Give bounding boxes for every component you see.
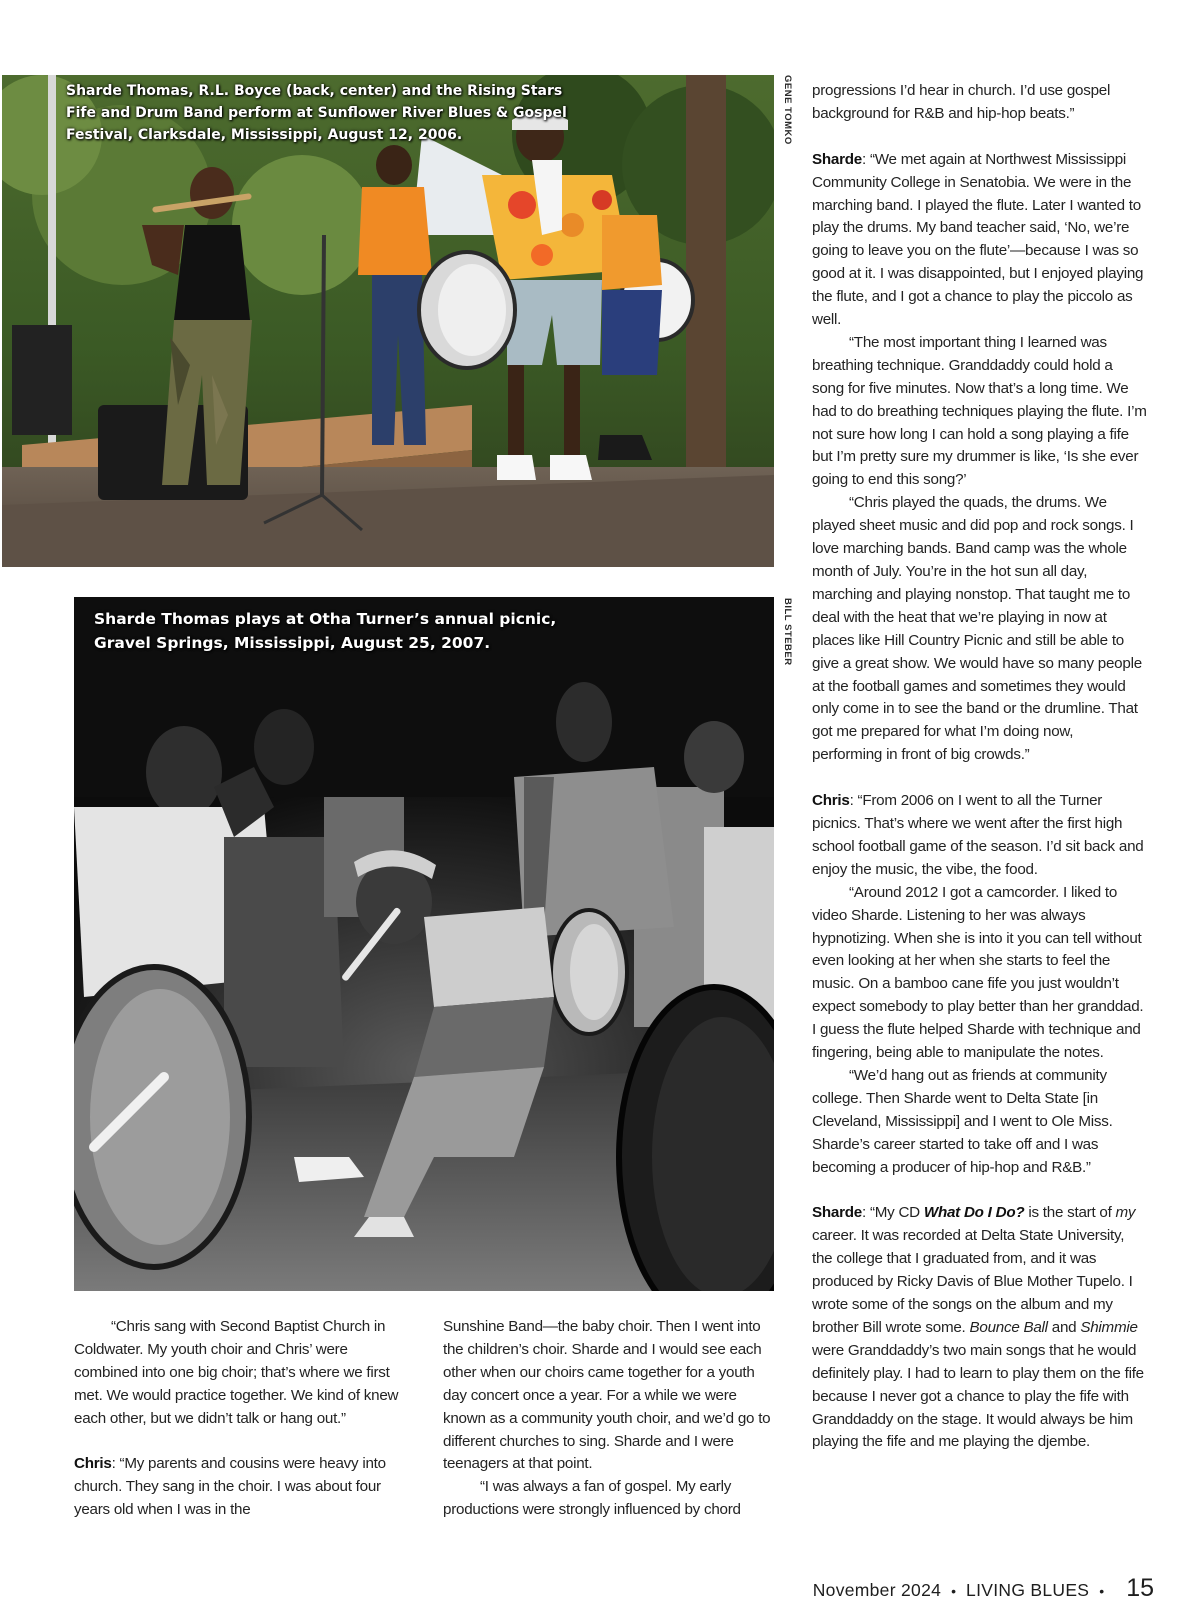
paragraph: “Around 2012 I got a camcorder. I liked to video Sharde. Listening to her was always hypnotizing. When she is into it you can tell without even looking at her when she starts to feel the music. On a bamboo cane fife you just wouldn’t expect somebody to play better than her granddad. I guess the flute helped Sharde with technique and fingering, being able to manipulate the notes.: [812, 883, 1144, 1062]
emphasis: my: [1115, 1204, 1136, 1222]
festival-photo-credit: [779, 75, 793, 195]
paragraph: [812, 1202, 1147, 1454]
paragraph-text: : “From 2006 on I went to all the Turner picnics. That’s where we went after the first high school football game of the season. I’d sit back and enjoy the music, the vibe, the food.: [812, 792, 1144, 878]
album-title: What Do I Do?: [923, 1204, 1025, 1222]
paragraph: “The most important thing I learned was breathing technique. Granddaddy could hold a song for five minutes. Now that’s a long time. We had to do breathing techniques playing the flute. I’m not sure how long I can hold a song playing a fife but I’m pretty sure my drummer is like, ‘Is she ever going to end this song?’: [812, 333, 1147, 489]
paragraph: [812, 790, 1147, 882]
paragraph-text: is the start of: [1024, 1204, 1116, 1222]
picnic-photo-credit: [779, 598, 793, 718]
paragraph-text: and: [1047, 1318, 1081, 1336]
paragraph: Sunshine Band—the baby choir. Then I went into the children’s choir. Sharde and I would see each other when our choirs came together for a youth day concert once a year. For a while we were known as a community youth choir, and we’d go to different churches to sing. Sharde and I were teenagers at that point.: [443, 1318, 771, 1473]
paragraph-text: were Granddaddy’s two main songs that he would definitely play. I had to learn to play them on the fife because I never got a chance to play the fife with Granddaddy on the stage. It would always be him playing the fife and me playing the djembe.: [812, 1341, 1144, 1451]
paragraph: [812, 149, 1147, 332]
paragraph: “Chris sang with Second Baptist Church in Coldwater. My youth choir and Chris’ were combined into one big choir; that’s where we first met. We would practice together. We kind of knew each other, but we didn’t talk or hang out.”: [74, 1318, 399, 1427]
speaker-name: Sharde: [812, 1204, 862, 1222]
issue-date: November 2024: [812, 1580, 942, 1600]
left-column: [74, 1316, 414, 1522]
bullet-separator: •: [951, 1583, 957, 1599]
paragraph: “I was always a fan of gospel. My early productions were strongly influenced by chord: [443, 1478, 741, 1519]
festival-photo: [2, 75, 774, 567]
paragraph: progressions I’d hear in church. I’d use gospel background for R&B and hip-hop beats.”: [812, 82, 1111, 122]
bullet-separator: •: [1099, 1583, 1105, 1599]
middle-column: [443, 1316, 778, 1522]
magazine-name: LIVING BLUES: [966, 1580, 1090, 1600]
paragraph: “We’d hang out as friends at community college. Then Sharde went to Delta State [in Cleveland, Mississippi] and I went to Ole Miss. Sharde’s career started to take off and I was becoming a producer of hip-hop and R&B.”: [812, 1066, 1113, 1176]
speaker-name: Chris: [74, 1455, 112, 1473]
page-footer: [813, 1574, 1154, 1608]
speaker-name: Sharde: [812, 150, 862, 168]
paragraph: “Chris played the quads, the drums. We played sheet music and did pop and rock songs. I love marching bands. Band camp was the whole month of July. You’re in the hot sun all day, marching and playing nonstop. That taught me to deal with the heat that we’re playing in now at places like Hill Country Picnic and still be able to give a great show. We would have so many people at the football games and sometimes they would only come in to see the band or the drumline. That got me prepared for what I’m doing now, performing in front of big crowds.”: [812, 494, 1142, 764]
festival-photo-caption: Sharde Thomas, R.L. Boyce (back, center) and the Rising Stars Fife and Drum Band perform at Sunflower River Blues & Gospel Festival, Clarksdale, Mississippi, August 12, 2006.: [66, 83, 567, 143]
song-title: Bounce Ball: [969, 1318, 1048, 1336]
speaker-name: Chris: [812, 792, 850, 810]
song-title: Shimmie: [1080, 1318, 1138, 1336]
paragraph: [74, 1453, 414, 1522]
picnic-photo-caption: Sharde Thomas plays at Otha Turner’s annual picnic, Gravel Springs, Mississippi, August 25, 2007.: [94, 610, 557, 652]
paragraph-text: : “My CD: [862, 1204, 924, 1222]
right-column: [812, 80, 1147, 1454]
credit-text: GENE TOMKO: [782, 75, 793, 145]
paragraph-text: career. It was recorded at Delta State University, the college that I graduated from, and it was produced by Ricky Davis of Blue Mother Tupelo. I wrote some of the songs on the album and my brother Bill wrote some.: [812, 1227, 1133, 1336]
credit-text: BILL STEBER: [782, 598, 793, 666]
paragraph-text: : “We met again at Northwest Mississippi Community College in Senatobia. We were in the marching band. I played the flute. Later I wanted to play the drums. My band teacher said, ‘No, we’re going to leave you on the flute’—because I was so good at it. I was disappointed, but I enjoyed playing the flute, and I got a chance to play the piccolo as well.: [812, 150, 1144, 329]
paragraph-text: : “My parents and cousins were heavy into church. They sang in the choir. I was about four years old when I was in the: [74, 1455, 386, 1519]
page-number: 15: [1126, 1574, 1154, 1602]
picnic-photo: [74, 597, 774, 1291]
